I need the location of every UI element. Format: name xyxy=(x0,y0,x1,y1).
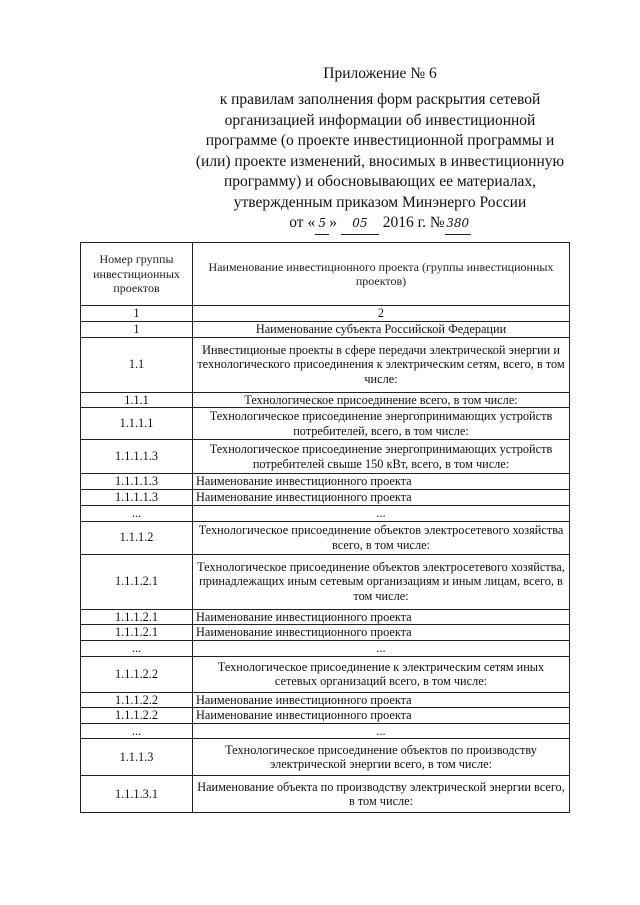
table-row xyxy=(81,554,570,609)
row-name: Инвестиционые проекты в сфере передачи электрической энергии и технологического присоединения к электрическим сетям, всего, в том числе: xyxy=(193,337,570,392)
table-row xyxy=(81,625,570,641)
row-name: ... xyxy=(193,641,570,657)
row-name: Технологическое присоединение объектов по производству электрической энергии всего, в том числе: xyxy=(193,739,570,776)
row-name: Наименование инвестиционного проекта xyxy=(193,625,570,641)
table-row xyxy=(81,440,570,474)
row-number: 1.1.1.2.1 xyxy=(81,625,193,641)
appendix-subtitle xyxy=(180,90,580,235)
row-name: Наименование субъекта Российской Федерации xyxy=(193,321,570,337)
table-row xyxy=(81,474,570,490)
date-day: 5 xyxy=(315,213,329,235)
row-name: Технологическое присоединение энергопринимающих устройств потребителей свыше 150 кВт, всего, в том числе: xyxy=(193,440,570,474)
row-number: 1.1.1.1 xyxy=(81,408,193,440)
table-row xyxy=(81,723,570,739)
row-number: 1.1.1.3 xyxy=(81,739,193,776)
row-name: Наименование инвестиционного проекта xyxy=(193,609,570,625)
date-month: 05 xyxy=(341,213,379,235)
investment-projects-table xyxy=(80,242,570,813)
row-number: 1 xyxy=(81,306,193,322)
row-number: 1.1.1.2.1 xyxy=(81,609,193,625)
row-number: 1.1.1.2 xyxy=(81,521,193,554)
row-name: Наименование инвестиционного проекта xyxy=(193,708,570,724)
row-number: 1.1 xyxy=(81,337,193,392)
row-name: ... xyxy=(193,506,570,522)
date-year: 2016 г. № xyxy=(382,214,445,231)
row-name: Наименование объекта по производству электрической энергии всего, в том числе: xyxy=(193,776,570,813)
row-number: 1.1.1 xyxy=(81,392,193,408)
table-row xyxy=(81,506,570,522)
column-header-number: Номер группы инвестиционных проектов xyxy=(81,243,193,306)
date-mid: » xyxy=(329,214,337,231)
row-name: Наименование инвестиционного проекта xyxy=(193,474,570,490)
subtitle-line: программу) и обосновывающих ее материалах, xyxy=(224,173,536,190)
row-name: Технологическое присоединение всего, в том числе: xyxy=(193,392,570,408)
table-row xyxy=(81,656,570,692)
row-number: 1.1.1.2.1 xyxy=(81,554,193,609)
row-name: Технологическое присоединение к электрическим сетям иных сетевых организаций всего, в том числе: xyxy=(193,656,570,692)
table-row xyxy=(81,739,570,776)
table-row xyxy=(81,408,570,440)
table-row xyxy=(81,321,570,337)
table-row xyxy=(81,337,570,392)
row-number: ... xyxy=(81,723,193,739)
row-number: 1.1.1.1.3 xyxy=(81,474,193,490)
row-name: Технологическое присоединение объектов электросетевого хозяйства, принадлежащих иным сетевым организациям и иным лицам, всего, в том числе: xyxy=(193,554,570,609)
row-name: Технологическое присоединение энергопринимающих устройств потребителей, всего, в том числе: xyxy=(193,408,570,440)
table-row xyxy=(81,490,570,506)
column-header-name: Наименование инвестиционного проекта (группы инвестиционных проектов) xyxy=(193,243,570,306)
table-row xyxy=(81,392,570,408)
table-row xyxy=(81,776,570,813)
row-number: ... xyxy=(81,641,193,657)
table-row xyxy=(81,609,570,625)
table-row xyxy=(81,641,570,657)
date-prefix: от « xyxy=(289,214,316,231)
row-name: Технологическое присоединение объектов электросетевого хозяйства всего, в том числе: xyxy=(193,521,570,554)
table-row xyxy=(81,306,570,322)
row-number: ... xyxy=(81,506,193,522)
table-row xyxy=(81,692,570,708)
row-name: ... xyxy=(193,723,570,739)
row-number: 1 xyxy=(81,321,193,337)
row-number: 1.1.1.1.3 xyxy=(81,440,193,474)
subtitle-line: программе (о проекте инвестиционной программы и xyxy=(205,132,555,149)
subtitle-line: организацией информации об инвестиционной xyxy=(224,111,536,129)
row-number: 1.1.1.2.2 xyxy=(81,692,193,708)
row-name: Наименование инвестиционного проекта xyxy=(193,490,570,506)
subtitle-line: утвержденным приказом Минэнерго России xyxy=(233,193,527,211)
table-header-row xyxy=(81,243,570,306)
table-row xyxy=(81,521,570,554)
subtitle-line: к правилам заполнения форм раскрытия сетевой xyxy=(219,91,541,108)
appendix-title: Приложение № 6 xyxy=(323,65,437,82)
table-row xyxy=(81,708,570,724)
order-date-line xyxy=(180,213,580,235)
row-number: 1.1.1.2.2 xyxy=(81,656,193,692)
subtitle-line: (или) проекте изменений, вносимых в инвестиционную xyxy=(195,152,565,170)
row-number: 1.1.1.1.3 xyxy=(81,490,193,506)
row-number: 1.1.1.2.2 xyxy=(81,708,193,724)
order-number: 380 xyxy=(445,213,471,235)
row-name: Наименование инвестиционного проекта xyxy=(193,692,570,708)
row-number: 1.1.1.3.1 xyxy=(81,776,193,813)
row-name: 2 xyxy=(193,306,570,322)
